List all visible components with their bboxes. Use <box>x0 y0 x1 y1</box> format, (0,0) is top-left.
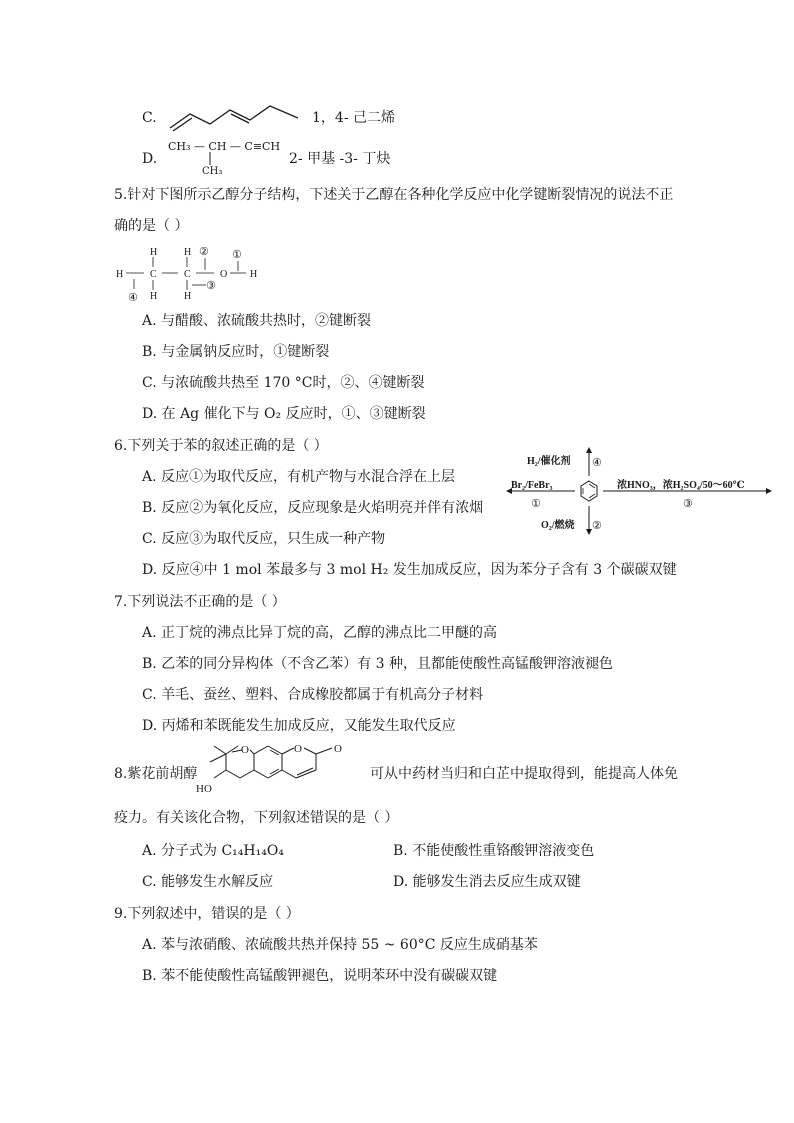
hydroxyl-group: HO <box>196 783 212 795</box>
q8-option-c: C. 能够发生水解反应 <box>142 874 274 890</box>
atom-h: H <box>184 291 192 302</box>
q6-option-d: D. 反应④中 1 mol 苯最多与 3 mol H₂ 发生加成反应，因为苯分子含有 3 个碳碳双键 <box>142 562 677 578</box>
q7-option-c: C. 羊毛、蚕丝、塑料、合成橡胶都属于有机高分子材料 <box>142 687 484 703</box>
ethanol-structure <box>110 243 270 303</box>
atom-o-ring1: O <box>241 744 249 756</box>
q5-stem-line2: 确的是（ ） <box>114 218 189 234</box>
atom-h: H <box>116 269 124 280</box>
q7-option-b: B. 乙苯的同分异构体（不含乙苯）有 3 种，且都能使酸性高锰酸钾溶液褪色 <box>142 656 613 672</box>
scheme-right-label: 浓HNO₃，浓H₂SO₄/50～60℃ <box>617 480 745 491</box>
atom-h: H <box>184 247 192 258</box>
bond-label-4: ④ <box>128 292 138 303</box>
q5-option-b: B. 与金属钠反应时，①键断裂 <box>142 344 330 360</box>
q6-stem: 6.下列关于苯的叙述正确的是（ ） <box>114 438 328 454</box>
scheme-left-number: ① <box>531 498 541 510</box>
q7-option-a: A. 正丁烷的沸点比异丁烷的高，乙醇的沸点比二甲醚的高 <box>142 625 498 641</box>
atom-c2: C <box>184 269 191 280</box>
option-d-formula: CH₃ — CH — C≡CH <box>168 140 281 153</box>
scheme-top-number: ④ <box>592 457 602 469</box>
scheme-bottom-label: O₂/燃烧 <box>541 520 575 531</box>
atom-o-ring2: O <box>294 743 302 755</box>
scheme-left-label: Br₂/FeBr₃ <box>511 480 553 491</box>
q8-option-d: D. 能够发生消去反应生成双键 <box>393 874 581 890</box>
scheme-top-label: H₂/催化剂 <box>527 456 571 467</box>
q8-stem-line2: 疫力。有关该化合物，下列叙述错误的是（ ） <box>114 810 399 826</box>
option-c-name: 1，4- 己二烯 <box>312 110 395 126</box>
q6-option-a: A. 反应①为取代反应，有机产物与水混合浮在上层 <box>142 469 456 485</box>
atom-c1: C <box>150 269 157 280</box>
q6-option-b: B. 反应②为氧化反应，反应现象是火焰明亮并伴有浓烟 <box>142 500 484 516</box>
bond-label-1: ① <box>232 249 242 261</box>
q5-option-a: A. 与醋酸、浓硫酸共热时，②键断裂 <box>142 313 372 329</box>
option-c-letter: C. <box>142 110 157 126</box>
q8-stem-prefix: 8.紫花前胡醇 <box>114 766 198 782</box>
atom-h: H <box>250 269 258 280</box>
option-d-branch: CH₃ <box>202 166 223 177</box>
q7-stem: 7.下列说法不正确的是（ ） <box>114 594 286 610</box>
q5-stem-line1: 5.针对下图所示乙醇分子结构，下述关于乙醇在各种化学反应中化学键断裂情况的说法不正 <box>114 187 674 203</box>
atom-o-carbonyl: O <box>334 743 342 755</box>
q5-option-c: C. 与浓硫酸共热至 170 °C时，②、④键断裂 <box>142 375 425 391</box>
scheme-bottom-number: ② <box>592 520 602 532</box>
atom-h: H <box>150 247 158 258</box>
q6-option-c: C. 反应③为取代反应，只生成一种产物 <box>142 531 386 547</box>
q8-option-a: A. 分子式为 C₁₄H₁₄O₄ <box>142 843 284 859</box>
bond-label-2: ② <box>199 246 209 258</box>
q8-stem-suffix: 可从中药材当归和白芷中提取得到，能提高人体免 <box>370 766 678 782</box>
benzene-reaction-scheme <box>505 445 775 537</box>
q7-option-d: D. 丙烯和苯既能发生加成反应，又能发生取代反应 <box>142 718 456 734</box>
q8-option-b: B. 不能使酸性重铬酸钾溶液变色 <box>393 843 595 859</box>
scheme-right-number: ③ <box>683 498 693 510</box>
nodakenetin-structure <box>196 742 370 804</box>
bond-label-3: ③ <box>206 280 216 292</box>
option-d-letter: D. <box>142 151 158 167</box>
atom-o: O <box>220 269 228 280</box>
hexadiene-structure <box>168 100 308 134</box>
q9-option-b: B. 苯不能使酸性高锰酸钾褪色，说明苯环中没有碳碳双键 <box>142 968 498 984</box>
branch-bond <box>200 152 220 166</box>
option-d-name: 2- 甲基 -3- 丁炔 <box>289 151 391 167</box>
q9-stem: 9.下列叙述中，错误的是（ ） <box>114 906 300 922</box>
atom-h: H <box>150 291 158 302</box>
q5-option-d: D. 在 Ag 催化下与 O₂ 反应时，①、③键断裂 <box>142 406 426 422</box>
q9-option-a: A. 苯与浓硝酸、浓硫酸共热并保持 55 ~ 60°C 反应生成硝基苯 <box>142 937 538 953</box>
